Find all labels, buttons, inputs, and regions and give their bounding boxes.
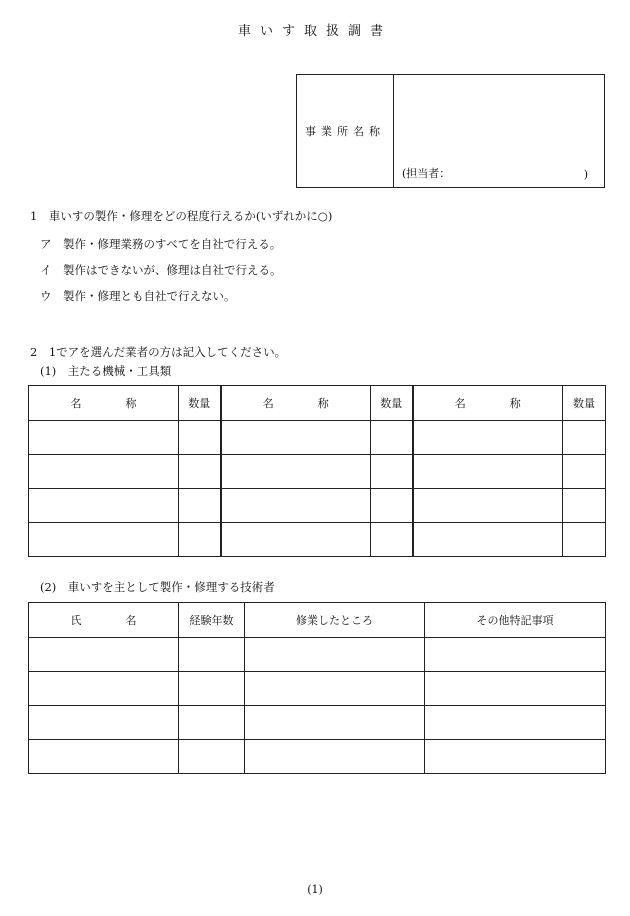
- table-cell[interactable]: [413, 523, 563, 557]
- table-cell[interactable]: [29, 672, 179, 706]
- question-1: 1 車いすの製作・修理をどの程度行えるか(いずれかに○): [30, 209, 333, 223]
- table-cell[interactable]: [245, 672, 425, 706]
- section-1-heading: (1) 主たる機械・工具類: [40, 364, 172, 378]
- table-cell[interactable]: [413, 455, 563, 489]
- page-number: (1): [307, 883, 323, 896]
- table-cell[interactable]: [29, 489, 179, 523]
- table-cell[interactable]: [179, 455, 221, 489]
- tech-header-notes: その他特記事項: [425, 603, 606, 638]
- table-cell[interactable]: [221, 455, 371, 489]
- tech-header-training: 修業したところ: [245, 603, 425, 638]
- tools-header-quantity: 数量: [371, 386, 413, 421]
- option-i[interactable]: イ 製作はできないが、修理は自社で行える。: [40, 263, 282, 277]
- tools-header-quantity: 数量: [179, 386, 221, 421]
- table-cell[interactable]: [29, 455, 179, 489]
- tools-table-header-row: [29, 386, 606, 421]
- table-row: [29, 638, 606, 672]
- person-in-charge-label: (担当者：: [402, 167, 451, 180]
- table-cell[interactable]: [425, 638, 606, 672]
- table-row: [29, 455, 606, 489]
- table-cell[interactable]: [179, 672, 245, 706]
- tools-header-name: 名 称: [221, 386, 371, 421]
- tools-header-name: 名 称: [29, 386, 179, 421]
- table-cell[interactable]: [413, 421, 563, 455]
- tools-header-quantity: 数量: [563, 386, 606, 421]
- section-2-heading: (2) 車いすを主として製作・修理する技術者: [40, 580, 275, 594]
- table-row: [29, 523, 606, 557]
- office-name-label: 事業所名称: [297, 75, 394, 188]
- table-row: [29, 740, 606, 774]
- table-cell[interactable]: [563, 455, 606, 489]
- office-name-box: [296, 74, 605, 188]
- table-cell[interactable]: [221, 489, 371, 523]
- table-cell[interactable]: [425, 706, 606, 740]
- table-row: [29, 672, 606, 706]
- table-cell[interactable]: [425, 740, 606, 774]
- table-cell[interactable]: [245, 706, 425, 740]
- table-cell[interactable]: [371, 489, 413, 523]
- question-2: 2 1でアを選んだ業者の方は記入してください。: [30, 345, 287, 359]
- table-cell[interactable]: [179, 638, 245, 672]
- table-cell[interactable]: [563, 489, 606, 523]
- table-row: [29, 489, 606, 523]
- tech-header-years: 経験年数: [179, 603, 245, 638]
- table-cell[interactable]: [371, 455, 413, 489]
- table-cell[interactable]: [29, 523, 179, 557]
- table-row: [29, 421, 606, 455]
- table-cell[interactable]: [413, 489, 563, 523]
- table-cell[interactable]: [245, 638, 425, 672]
- table-cell[interactable]: [29, 421, 179, 455]
- table-cell[interactable]: [179, 489, 221, 523]
- table-cell[interactable]: [245, 740, 425, 774]
- tools-header-name: 名 称: [413, 386, 563, 421]
- table-cell[interactable]: [563, 523, 606, 557]
- table-cell[interactable]: [29, 638, 179, 672]
- document-title: 車いす取扱調書: [237, 24, 392, 39]
- table-cell[interactable]: [425, 672, 606, 706]
- technicians-table: [28, 602, 606, 774]
- table-cell[interactable]: [371, 421, 413, 455]
- table-cell[interactable]: [179, 523, 221, 557]
- table-cell[interactable]: [179, 740, 245, 774]
- tech-header-name: 氏 名: [29, 603, 179, 638]
- person-in-charge-close: ): [583, 168, 588, 181]
- table-cell[interactable]: [179, 706, 245, 740]
- table-cell[interactable]: [221, 523, 371, 557]
- table-row: [29, 706, 606, 740]
- technicians-table-header-row: [29, 603, 606, 638]
- option-u[interactable]: ウ 製作・修理とも自社で行えない。: [40, 289, 236, 303]
- table-cell[interactable]: [563, 421, 606, 455]
- table-cell[interactable]: [371, 523, 413, 557]
- tools-table: [28, 385, 606, 557]
- table-cell[interactable]: [29, 706, 179, 740]
- office-name-field[interactable]: [394, 75, 605, 188]
- table-cell[interactable]: [179, 421, 221, 455]
- table-cell[interactable]: [29, 740, 179, 774]
- option-a[interactable]: ア 製作・修理業務のすべてを自社で行える。: [40, 237, 282, 251]
- table-cell[interactable]: [221, 421, 371, 455]
